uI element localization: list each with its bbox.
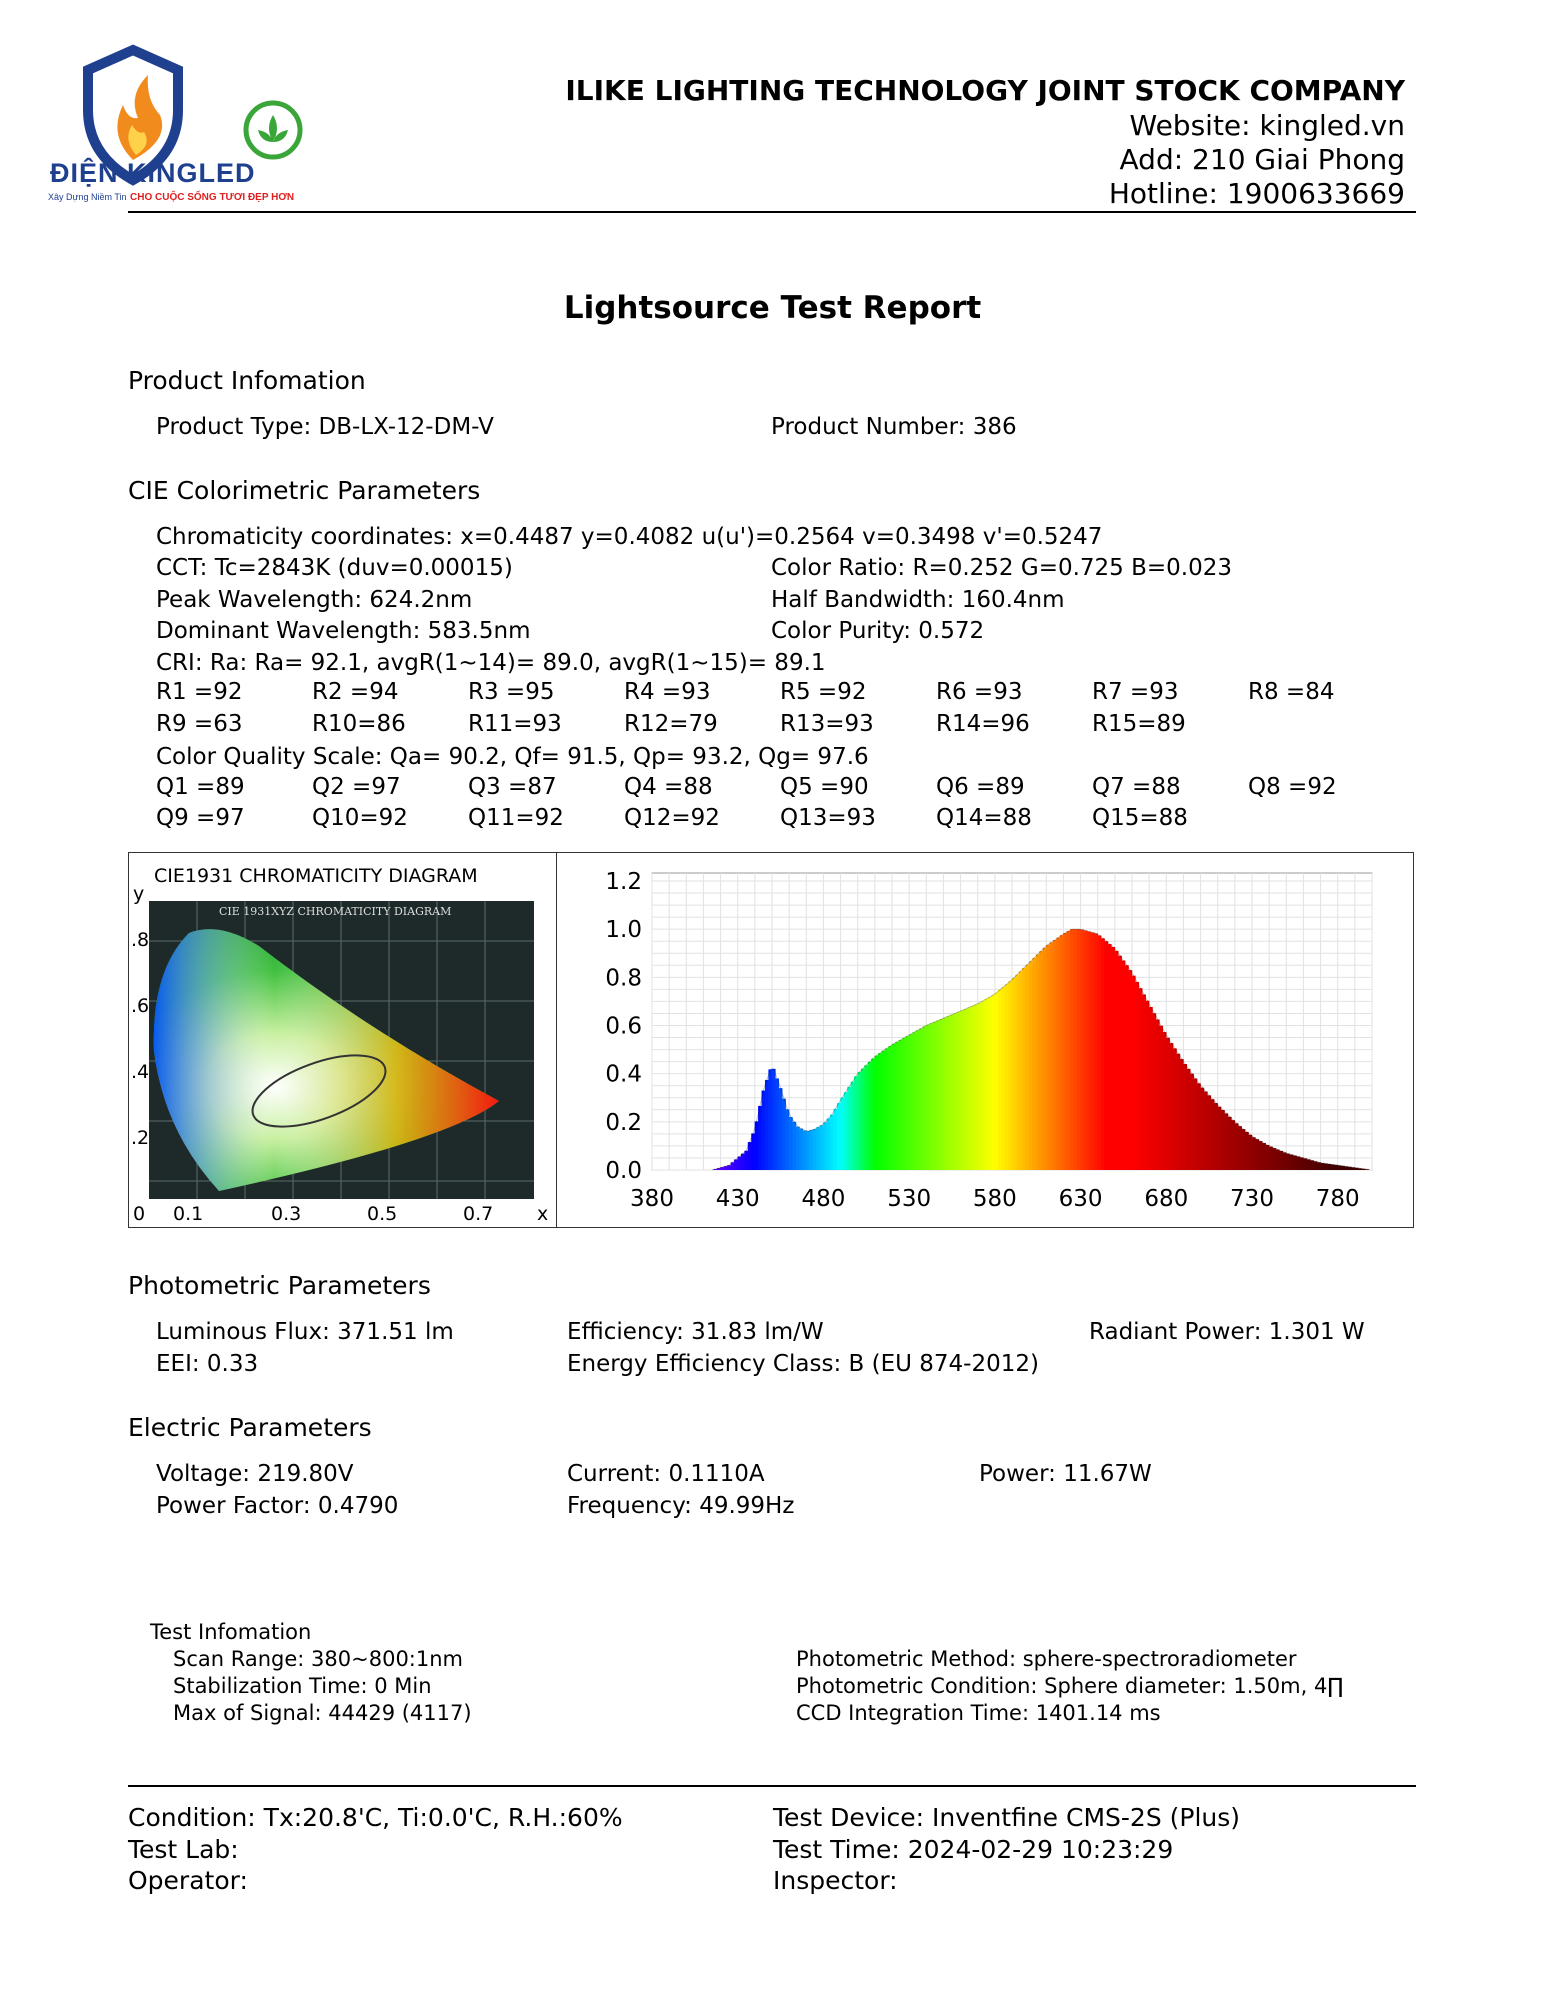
scan-range: Scan Range: 380~800:1nm bbox=[173, 1647, 464, 1671]
y-tick-label: 1.0 bbox=[605, 917, 642, 944]
x-tick-label: 630 bbox=[1058, 1186, 1103, 1212]
spectrum-bar bbox=[1207, 1095, 1211, 1170]
x-tick-label: 430 bbox=[715, 1186, 760, 1212]
spectrum-bar bbox=[1290, 1155, 1294, 1170]
spectrum-bar bbox=[991, 995, 995, 1170]
spectrum-bar bbox=[950, 1015, 954, 1170]
spectrum-bar bbox=[1053, 940, 1057, 1170]
peak-wavelength-line: Peak Wavelength: 624.2nm bbox=[156, 587, 473, 613]
spectrum-bar bbox=[1159, 1026, 1163, 1170]
spectrum-bar bbox=[1149, 1007, 1153, 1170]
spectrum-bar bbox=[930, 1023, 934, 1170]
half-bandwidth-line: Half Bandwidth: 160.4nm bbox=[771, 587, 1065, 613]
cqs-q-value: Q2 =97 bbox=[312, 774, 401, 800]
spectrum-bar bbox=[1070, 929, 1074, 1170]
spectrum-bar bbox=[957, 1012, 961, 1170]
spectrum-bar bbox=[1211, 1099, 1215, 1170]
spectrum-bar bbox=[1242, 1129, 1246, 1170]
spectrum-bar bbox=[1331, 1164, 1335, 1170]
cri-r-value: R4 =93 bbox=[624, 679, 711, 705]
spectrum-bar bbox=[772, 1069, 776, 1170]
spectrum-bar bbox=[1146, 1001, 1150, 1170]
spectrum-bar bbox=[1104, 941, 1108, 1170]
power: Power: 11.67W bbox=[979, 1461, 1152, 1487]
test-lab: Test Lab: bbox=[128, 1835, 239, 1864]
spectrum-bar bbox=[1084, 931, 1088, 1170]
cqs-q-value: Q12=92 bbox=[624, 805, 720, 831]
cie-x-tick: 0.3 bbox=[271, 1203, 302, 1225]
spectrum-bar bbox=[1008, 981, 1012, 1170]
spectrum-bar bbox=[1231, 1120, 1235, 1170]
spectrum-bar bbox=[1101, 938, 1105, 1170]
voltage: Voltage: 219.80V bbox=[156, 1461, 354, 1487]
y-tick-label: 0.4 bbox=[605, 1061, 642, 1088]
company-name: ILIKE LIGHTING TECHNOLOGY JOINT STOCK COMPANY bbox=[565, 74, 1405, 107]
spectrum-bar bbox=[1067, 931, 1071, 1170]
electric-heading: Electric Parameters bbox=[128, 1413, 372, 1442]
spectrum-bar bbox=[755, 1121, 759, 1170]
cqs-q-value: Q11=92 bbox=[468, 805, 564, 831]
cie-diagram-title: CIE1931 CHROMATICITY DIAGRAM bbox=[154, 865, 478, 887]
spectrum-bar bbox=[786, 1109, 790, 1170]
spectrum-bar bbox=[923, 1026, 927, 1170]
spectrum-bar bbox=[1152, 1013, 1156, 1170]
test-time: Test Time: 2024-02-29 10:23:29 bbox=[773, 1835, 1174, 1864]
spectrum-bar bbox=[1098, 935, 1102, 1170]
spectrum-bar bbox=[844, 1092, 848, 1170]
spectrum-bar bbox=[820, 1125, 824, 1170]
spectrum-bar bbox=[1269, 1147, 1273, 1170]
cqs-q-value: Q5 =90 bbox=[780, 774, 869, 800]
spectrum-bar bbox=[1077, 929, 1081, 1170]
luminous-flux: Luminous Flux: 371.51 lm bbox=[156, 1319, 454, 1345]
inspector: Inspector: bbox=[773, 1866, 898, 1895]
product-type: Product Type: DB-LX-12-DM-V bbox=[156, 414, 494, 440]
cri-r-value: R8 =84 bbox=[1248, 679, 1335, 705]
spectrum-bar bbox=[847, 1087, 851, 1170]
spectrum-bar bbox=[909, 1034, 913, 1170]
cqs-line: Color Quality Scale: Qa= 90.2, Qf= 91.5, Qp= 93.2, Qg= 97.6 bbox=[156, 744, 869, 770]
dominant-wavelength-line: Dominant Wavelength: 583.5nm bbox=[156, 618, 531, 644]
cri-r-value: R15=89 bbox=[1092, 711, 1186, 737]
spectrum-bar bbox=[947, 1016, 951, 1170]
cqs-q-value: Q4 =88 bbox=[624, 774, 713, 800]
spectrum-bar bbox=[1317, 1162, 1321, 1170]
cqs-q-value: Q7 =88 bbox=[1092, 774, 1181, 800]
cri-r-value: R12=79 bbox=[624, 711, 718, 737]
photometric-method: Photometric Method: sphere-spectroradiometer bbox=[796, 1647, 1297, 1671]
spectrum-bar bbox=[919, 1028, 923, 1170]
cri-r-value: R7 =93 bbox=[1092, 679, 1179, 705]
cqs-q-value: Q9 =97 bbox=[156, 805, 245, 831]
spectrum-bar bbox=[1032, 958, 1036, 1170]
spectrum-bar bbox=[1252, 1137, 1256, 1170]
company-website: Website: kingled.vn bbox=[1129, 109, 1405, 142]
spectrum-bar bbox=[775, 1078, 779, 1170]
spectrum-bar bbox=[816, 1127, 820, 1170]
cie-diagram bbox=[129, 853, 557, 1227]
company-logo bbox=[48, 40, 338, 210]
spectrum-bar bbox=[768, 1069, 772, 1170]
cqs-q-value: Q8 =92 bbox=[1248, 774, 1337, 800]
chromaticity-line: Chromaticity coordinates: x=0.4487 y=0.4082 u(u')=0.2564 v=0.3498 v'=0.5247 bbox=[156, 524, 1103, 550]
spectrum-bar bbox=[1214, 1103, 1218, 1170]
spectrum-bar bbox=[1245, 1132, 1249, 1170]
spectrum-bar bbox=[878, 1053, 882, 1170]
cri-r-value: R1 =92 bbox=[156, 679, 243, 705]
spectrum-bar bbox=[871, 1058, 875, 1170]
spectrum-bar bbox=[964, 1009, 968, 1170]
spectrum-bar bbox=[751, 1133, 755, 1170]
spectrum-bar bbox=[954, 1013, 958, 1170]
spectrum-bar bbox=[926, 1025, 930, 1170]
cqs-q-value: Q13=93 bbox=[780, 805, 876, 831]
spectrum-chart bbox=[557, 853, 1411, 1225]
cie-x-tick: 0.7 bbox=[463, 1203, 494, 1225]
spectrum-bar bbox=[858, 1072, 862, 1170]
company-hotline: Hotline: 1900633669 bbox=[1108, 177, 1405, 210]
ccd-integration-time: CCD Integration Time: 1401.14 ms bbox=[796, 1701, 1161, 1725]
spectrum-bar bbox=[1238, 1126, 1242, 1170]
spectrum-bar bbox=[971, 1006, 975, 1170]
current: Current: 0.1110A bbox=[567, 1461, 765, 1487]
cri-line: CRI: Ra: Ra= 92.1, avgR(1~14)= 89.0, avgR(1~15)= 89.1 bbox=[156, 650, 826, 676]
spectrum-bar bbox=[1255, 1139, 1259, 1170]
cqs-q-value: Q14=88 bbox=[936, 805, 1032, 831]
spectrum-bar bbox=[1080, 930, 1084, 1170]
spectrum-bar bbox=[1012, 978, 1016, 1170]
footer-divider bbox=[128, 1785, 1416, 1787]
spectrum-bar bbox=[1029, 961, 1033, 1170]
photometric-heading: Photometric Parameters bbox=[128, 1271, 431, 1300]
x-tick-label: 780 bbox=[1315, 1186, 1360, 1212]
spectrum-bar bbox=[1218, 1107, 1222, 1170]
spectrum-bar bbox=[806, 1131, 810, 1170]
spectrum-bar bbox=[1266, 1145, 1270, 1170]
spectrum-bar bbox=[1118, 956, 1122, 1170]
cie-inner-title: CIE 1931XYZ CHROMATICITY DIAGRAM bbox=[219, 905, 452, 918]
spectrum-bar bbox=[1015, 975, 1019, 1170]
x-tick-label: 680 bbox=[1144, 1186, 1189, 1212]
spectrum-bar bbox=[895, 1042, 899, 1170]
spectrum-bar bbox=[1248, 1135, 1252, 1170]
spectrum-bar bbox=[1327, 1164, 1331, 1170]
spectrum-bar bbox=[1286, 1154, 1290, 1170]
y-tick-label: 1.2 bbox=[605, 869, 642, 895]
cie-y-tick: .8 bbox=[131, 929, 150, 951]
cqs-q-value: Q1 =89 bbox=[156, 774, 245, 800]
logo-slogan-2: CHO CUỘC SỐNG TƯƠI ĐẸP HƠN bbox=[130, 192, 295, 203]
spectrum-bar bbox=[744, 1151, 748, 1170]
cie-y-tick: .6 bbox=[131, 995, 150, 1017]
spectrum-bar bbox=[741, 1154, 745, 1170]
y-tick-label: 0.8 bbox=[605, 965, 642, 992]
cct-line: CCT: Tc=2843K (duv=0.00015) bbox=[156, 555, 513, 581]
spectrum-bar bbox=[1176, 1054, 1180, 1170]
spectrum-bar bbox=[799, 1129, 803, 1170]
spectrum-bar bbox=[892, 1044, 896, 1170]
stabilization-time: Stabilization Time: 0 Min bbox=[173, 1674, 432, 1698]
spectrum-bar bbox=[885, 1048, 889, 1170]
spectrum-bar bbox=[1307, 1159, 1311, 1170]
spectrum-bar bbox=[940, 1019, 944, 1170]
color-purity-line: Color Purity: 0.572 bbox=[771, 618, 985, 644]
spectrum-bar bbox=[906, 1036, 910, 1170]
spectrum-bar bbox=[810, 1130, 814, 1170]
spectrum-bar bbox=[974, 1005, 978, 1170]
cie-horseshoe-image bbox=[149, 901, 534, 1199]
spectrum-bar bbox=[864, 1065, 868, 1170]
cri-r-value: R10=86 bbox=[312, 711, 406, 737]
cqs-q-value: Q3 =87 bbox=[468, 774, 557, 800]
spectrum-bar bbox=[1087, 932, 1091, 1170]
cri-r-value: R3 =95 bbox=[468, 679, 555, 705]
spectrum-bar bbox=[1173, 1048, 1177, 1170]
spectrum-bar bbox=[933, 1022, 937, 1170]
cqs-q-value: Q6 =89 bbox=[936, 774, 1025, 800]
spectrum-bar bbox=[978, 1003, 982, 1170]
spectrum-bar bbox=[1296, 1157, 1300, 1170]
spectrum-bar bbox=[1111, 947, 1115, 1170]
spectrum-bar bbox=[1314, 1161, 1318, 1170]
spectrum-bar bbox=[1235, 1123, 1239, 1170]
spectrum-bar bbox=[1036, 954, 1040, 1170]
chart-panel bbox=[128, 852, 1414, 1228]
spectrum-bar bbox=[899, 1040, 903, 1170]
y-tick-label: 0.2 bbox=[605, 1109, 642, 1136]
spectrum-bar bbox=[882, 1051, 886, 1170]
cri-r-value: R6 =93 bbox=[936, 679, 1023, 705]
color-ratio-line: Color Ratio: R=0.252 G=0.725 B=0.023 bbox=[771, 555, 1233, 581]
spectrum-bar bbox=[1056, 938, 1060, 1170]
spectrum-bar bbox=[789, 1117, 793, 1170]
spectrum-bar bbox=[1334, 1165, 1338, 1170]
energy-class: Energy Efficiency Class: B (EU 874-2012) bbox=[567, 1351, 1039, 1377]
spectrum-bar bbox=[1163, 1032, 1167, 1170]
spectrum-bar bbox=[851, 1082, 855, 1170]
frequency: Frequency: 49.99Hz bbox=[567, 1493, 795, 1519]
spectrum-bar bbox=[782, 1099, 786, 1170]
y-tick-label: 0.6 bbox=[605, 1013, 642, 1040]
spectrum-bar bbox=[902, 1038, 906, 1170]
logo-slogan-1: Xây Dựng Niềm Tin bbox=[48, 192, 127, 202]
efficiency: Efficiency: 31.83 lm/W bbox=[567, 1319, 824, 1345]
spectrum-bar bbox=[1194, 1078, 1198, 1170]
spectrum-bar bbox=[1259, 1141, 1263, 1170]
spectrum-bar bbox=[1019, 971, 1023, 1170]
spectrum-bar bbox=[1166, 1038, 1170, 1170]
cie-y-tick: .2 bbox=[131, 1127, 150, 1149]
spectrum-bar bbox=[1139, 988, 1143, 1170]
spectrum-bar bbox=[837, 1103, 841, 1170]
cri-r-value: R13=93 bbox=[780, 711, 874, 737]
spectrum-bar bbox=[888, 1046, 892, 1170]
spectrum-bar bbox=[916, 1030, 920, 1170]
spectrum-bar bbox=[1043, 948, 1047, 1170]
cie-x-tick: 0.1 bbox=[173, 1203, 204, 1225]
spectrum-bar bbox=[981, 1001, 985, 1170]
y-tick-label: 0.0 bbox=[605, 1158, 642, 1184]
spectrum-bar bbox=[1128, 970, 1132, 1170]
spectrum-bar bbox=[1063, 933, 1067, 1170]
spectrum-bar bbox=[762, 1091, 766, 1170]
cie-x-tick: 0.5 bbox=[367, 1203, 398, 1225]
spectrum-bar bbox=[875, 1056, 879, 1170]
spectrum-bar bbox=[967, 1007, 971, 1170]
spectrum-bar bbox=[998, 990, 1002, 1170]
spectrum-bar bbox=[1228, 1117, 1232, 1170]
spectrum-bar bbox=[1190, 1074, 1194, 1170]
spectrum-bar bbox=[1135, 982, 1139, 1170]
cri-r-value: R2 =94 bbox=[312, 679, 399, 705]
spectrum-bar bbox=[1200, 1088, 1204, 1170]
spectrum-bar bbox=[738, 1157, 742, 1170]
x-tick-label: 480 bbox=[801, 1186, 846, 1212]
spectrum-bar bbox=[1303, 1158, 1307, 1170]
spectrum-bar bbox=[1022, 968, 1026, 1170]
cie-y-tick: .4 bbox=[131, 1061, 150, 1083]
spectrum-bar bbox=[1142, 994, 1146, 1170]
spectrum-bar bbox=[1170, 1043, 1174, 1170]
spectrum-bar bbox=[1125, 965, 1129, 1170]
x-tick-label: 580 bbox=[972, 1186, 1017, 1212]
x-tick-label: 380 bbox=[630, 1186, 674, 1212]
spectrum-bar bbox=[1224, 1113, 1228, 1170]
spectrum-bar bbox=[1338, 1165, 1342, 1170]
product-heading: Product Infomation bbox=[128, 366, 366, 395]
product-number: Product Number: 386 bbox=[771, 414, 1017, 440]
spectrum-bar bbox=[792, 1122, 796, 1170]
spectrum-bar bbox=[1221, 1110, 1225, 1170]
spectrum-bar bbox=[765, 1080, 769, 1170]
spectrum-bar bbox=[1039, 951, 1043, 1170]
spectrum-bar bbox=[1156, 1019, 1160, 1170]
spectrum-bar bbox=[834, 1109, 838, 1170]
spectrum-bar bbox=[1005, 984, 1009, 1170]
spectrum-bar bbox=[1324, 1163, 1328, 1170]
x-tick-label: 730 bbox=[1230, 1186, 1274, 1212]
spectrum-bar bbox=[827, 1118, 831, 1170]
spectrum-bar bbox=[1187, 1069, 1191, 1170]
spectrum-bar bbox=[1180, 1059, 1184, 1170]
spectrum-bar bbox=[1293, 1156, 1297, 1170]
spectrum-bar bbox=[1115, 951, 1119, 1170]
spectrum-bar bbox=[1320, 1163, 1324, 1170]
cie-y-axis-label: y bbox=[133, 883, 145, 905]
cie-heading: CIE Colorimetric Parameters bbox=[128, 476, 481, 505]
cqs-q-value: Q15=88 bbox=[1092, 805, 1188, 831]
spectrum-bar bbox=[1050, 942, 1054, 1170]
company-address: Add: 210 Giai Phong bbox=[1119, 143, 1405, 176]
spectrum-bar bbox=[854, 1076, 858, 1170]
operator: Operator: bbox=[128, 1866, 248, 1895]
spectrum-bar bbox=[796, 1127, 800, 1170]
cqs-q-value: Q10=92 bbox=[312, 805, 408, 831]
spectrum-bar bbox=[943, 1018, 947, 1170]
test-info-heading: Test Infomation bbox=[150, 1620, 312, 1644]
eei: EEI: 0.33 bbox=[156, 1351, 259, 1377]
spectrum-bar bbox=[984, 999, 988, 1170]
spectrum-bar bbox=[840, 1098, 844, 1170]
radiant-power: Radiant Power: 1.301 W bbox=[1089, 1319, 1365, 1345]
report-title: Lightsource Test Report bbox=[563, 290, 982, 326]
spectrum-bar bbox=[1276, 1150, 1280, 1170]
cie-x-tick: 0 bbox=[133, 1203, 146, 1225]
spectrum-bar bbox=[1094, 934, 1098, 1170]
spectrum-bar bbox=[1002, 987, 1006, 1170]
cie-x-axis-label: x bbox=[537, 1203, 549, 1225]
spectrum-bar bbox=[995, 993, 999, 1170]
spectrum-bar bbox=[1091, 933, 1095, 1170]
spectrum-bar bbox=[1300, 1157, 1304, 1170]
spectrum-bar bbox=[823, 1122, 827, 1170]
header-divider bbox=[128, 211, 1416, 213]
test-condition: Condition: Tx:20.8'C, Ti:0.0'C, R.H.:60% bbox=[128, 1803, 623, 1832]
spectrum-bar bbox=[1122, 960, 1126, 1170]
cri-r-value: R11=93 bbox=[468, 711, 562, 737]
spectrum-bar bbox=[1272, 1148, 1276, 1170]
spectrum-bar bbox=[1310, 1160, 1314, 1170]
spectrum-bar bbox=[1046, 945, 1050, 1170]
max-signal: Max of Signal: 44429 (4117) bbox=[173, 1701, 472, 1725]
spectrum-bar bbox=[1026, 965, 1030, 1170]
spectrum-bar bbox=[803, 1131, 807, 1170]
spectrum-bar bbox=[779, 1088, 783, 1170]
spectrum-bar bbox=[830, 1115, 834, 1170]
spectrum-bar bbox=[912, 1032, 916, 1170]
cri-r-value: R14=96 bbox=[936, 711, 1030, 737]
cri-r-value: R5 =92 bbox=[780, 679, 867, 705]
photometric-condition: Photometric Condition: Sphere diameter: 1.50m, 4∏ bbox=[796, 1674, 1344, 1698]
spectrum-bar bbox=[1279, 1151, 1283, 1170]
spectrum-bar bbox=[813, 1129, 817, 1170]
spectrum-bar bbox=[861, 1069, 865, 1170]
spectrum-bar bbox=[1074, 929, 1078, 1170]
logo-text: ĐIỆN KINGLED bbox=[50, 158, 256, 188]
spectrum-bar bbox=[988, 997, 992, 1170]
cri-r-value: R9 =63 bbox=[156, 711, 243, 737]
spectrum-bar bbox=[960, 1010, 964, 1170]
spectrum-bar bbox=[936, 1020, 940, 1170]
spectrum-bar bbox=[758, 1106, 762, 1170]
spectrum-bar bbox=[1132, 976, 1136, 1170]
test-device: Test Device: Inventfine CMS-2S (Plus) bbox=[773, 1803, 1241, 1832]
x-tick-label: 530 bbox=[887, 1186, 932, 1212]
spectrum-bar bbox=[868, 1062, 872, 1170]
spectrum-bar bbox=[1283, 1152, 1287, 1170]
spectrum-bar bbox=[1183, 1064, 1187, 1170]
spectrum-bar bbox=[1204, 1091, 1208, 1170]
power-factor: Power Factor: 0.4790 bbox=[156, 1493, 399, 1519]
spectrum-bar bbox=[1108, 944, 1112, 1170]
spectrum-bar bbox=[1262, 1143, 1266, 1170]
spectrum-bar bbox=[1060, 935, 1064, 1170]
spectrum-bar bbox=[1197, 1083, 1201, 1170]
